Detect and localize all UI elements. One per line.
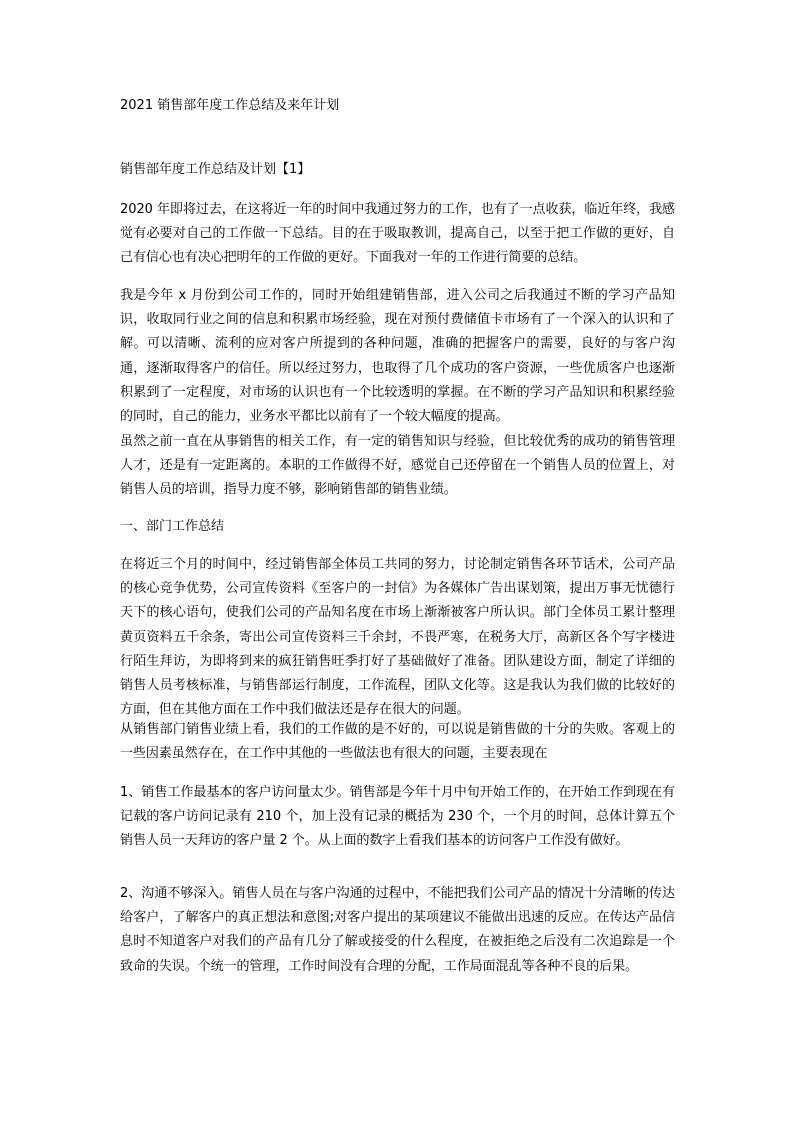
- paragraph-sales-performance: 从销售部门销售业绩上看，我们的工作做的是不好的，可以说是销售做的十分的失败。客观上的一些因素虽然存在，在工作中其他的一些做法也有很大的问题，主要表现在: [120, 722, 675, 762]
- paragraph-issue-2: 2、沟通不够深入。销售人员在与客户沟通的过程中，不能把我们公司产品的情况十分清晰的传达给客户，了解客户的真正想法和意图;对客户提出的某项建议不能做出迅速的反应。在传达产品信息时不知道客户对我们的产品有几分了解或接受的什么程度，在被拒绝之后没有二次追踪是一个致命的失误。个统一的管理，工作时间没有合理的分配，工作局面混乱等各种不良的后果。: [120, 886, 675, 974]
- section-heading: 一、部门工作总结: [120, 519, 225, 534]
- paragraph-department-summary: 在将近三个月的时间中，经过销售部全体员工共同的努力，讨论制定销售各环节话术，公司产品的核心竞争优势，公司宣传资料《至客户的一封信》为各媒体广告出谋划策，提出万事无忧德行天下的核心语句，使我们公司的产品知名度在市场上渐渐被客户所认识。部门全体员工累计整理黄页资料五千余条，寄出公司宣传资料三千余封，不畏严寒，在税务大厅，高新区各个写字楼进行陌生拜访，为即将到来的疯狂销售旺季打好了基础做好了准备。团队建设方面，制定了详细的销售人员考核标准，与销售部运行制度，工作流程，团队文化等。这是我认为我们做的比较好的方面，但在其他方面在工作中我们做法还是存在很大的问题。: [120, 557, 675, 718]
- paragraph-intro: 2020 年即将过去，在这将近一年的时间中我通过努力的工作，也有了一点收获，临近年终，我感觉有必要对自己的工作做一下总结。目的在于吸取教训，提高自己，以至于把工作做的更好，自己有信心也有决心把明年的工作做的更好。下面我对一年的工作进行简要的总结。: [120, 202, 675, 266]
- document-subtitle: 销售部年度工作总结及计划【1】: [120, 162, 311, 177]
- paragraph-issue-1: 1、销售工作最基本的客户访问量太少。销售部是今年十月中旬开始工作的，在开始工作到现在有记载的客户访问记录有 210 个，加上没有记录的概括为 230 个，一个月的时间，总体计算五个销售人员一天拜访的客户量 2 个。从上面的数字上看我们基本的访问客户工作没有做好。: [120, 785, 675, 849]
- document-title: 2021 销售部年度工作总结及来年计划: [120, 98, 340, 113]
- paragraph-background: 我是今年 x 月份到公司工作的，同时开始组建销售部，进入公司之后我通过不断的学习产品知识，收取同行业之间的信息和积累市场经验，现在对预付费储值卡市场有了一个深入的认识和了解。可以清晰、流利的应对客户所提到的各种问题，准确的把握客户的需要，良好的与客户沟通，逐渐取得客户的信任。所以经过努力，也取得了几个成功的客户资源，一些优质客户也逐渐积累到了一定程度，对市场的认识也有一个比较透明的掌握。在不断的学习产品知识和积累经验的同时，自己的能力，业务水平都比以前有了一个较大幅度的提高。: [120, 288, 675, 425]
- paragraph-self-assessment: 虽然之前一直在从事销售的相关工作，有一定的销售知识与经验，但比较优秀的成功的销售管理人才，还是有一定距离的。本职的工作做得不好，感觉自己还停留在一个销售人员的位置上，对销售人员的培训，指导力度不够，影响销售部的销售业绩。: [120, 434, 675, 498]
